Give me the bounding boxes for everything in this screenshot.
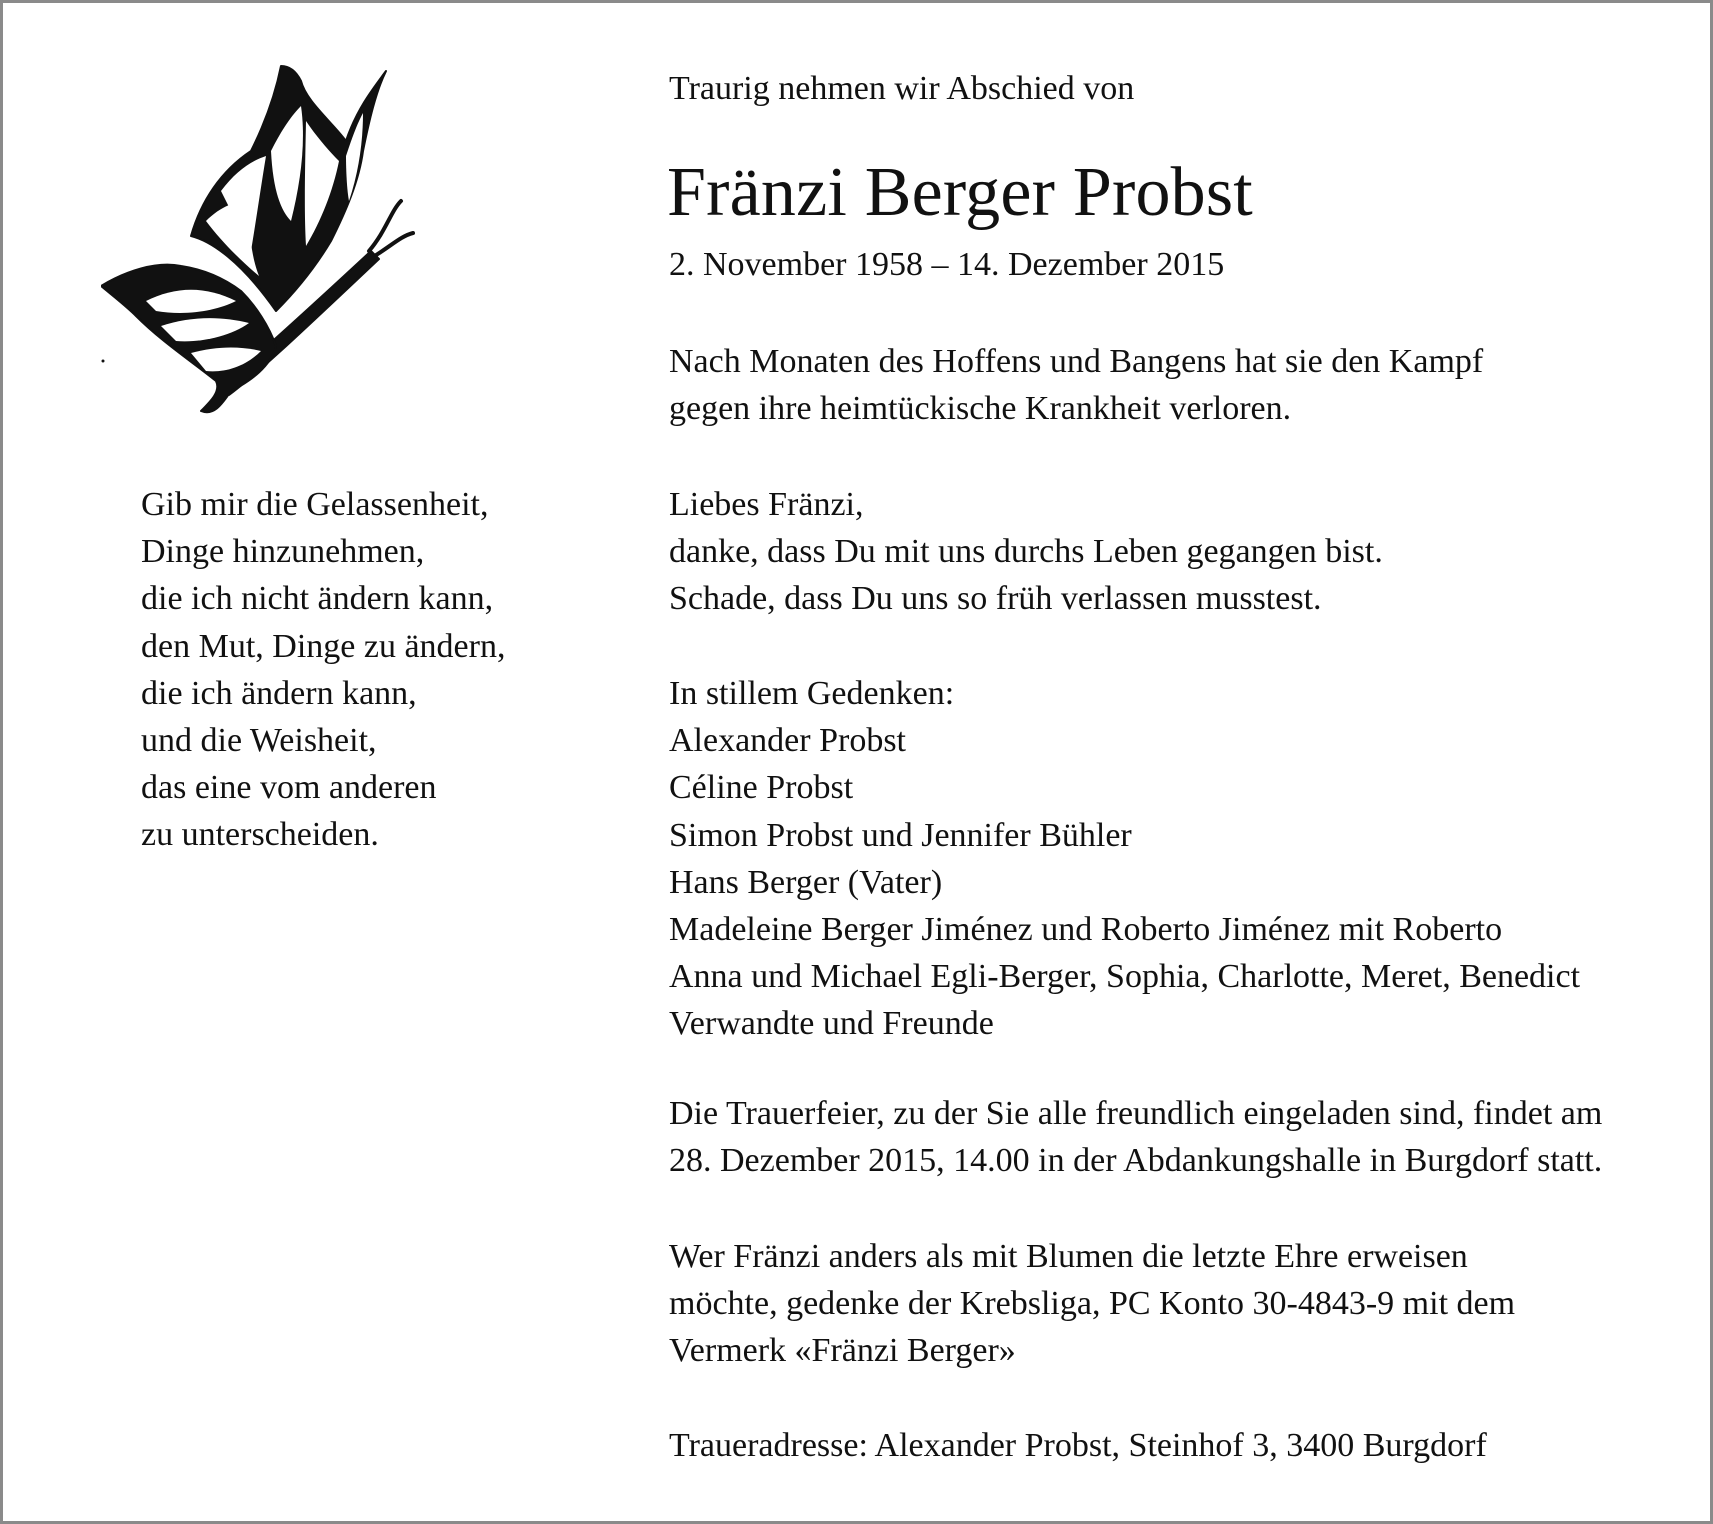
- poem-line: den Mut, Dinge zu ändern,: [141, 627, 506, 665]
- poem-line: Dinge hinzunehmen,: [141, 533, 425, 571]
- farewell-paragraph: [669, 481, 1383, 623]
- address-line: Traueradresse: Alexander Probst, Steinhof 3, 3400 Burgdorf: [669, 1427, 1487, 1464]
- mourner-entry: Madeleine Berger Jiménez und Roberto Jiménez mit Roberto: [669, 911, 1503, 949]
- butterfly-icon: [101, 61, 431, 421]
- life-dates: 2. November 1958 – 14. Dezember 2015: [669, 246, 1225, 283]
- deceased-name: Fränzi Berger Probst: [667, 154, 1253, 231]
- poem-line: die ich nicht ändern kann,: [141, 580, 494, 618]
- paragraph-line: möchte, gedenke der Krebsliga, PC Konto 30-4843-9 mit dem: [669, 1285, 1516, 1323]
- paragraph-line: Schade, dass Du uns so früh verlassen musstest.: [669, 580, 1322, 618]
- paragraph-line: danke, dass Du mit uns durchs Leben gegangen bist.: [669, 533, 1383, 571]
- paragraph-line: Nach Monaten des Hoffens und Bangens hat sie den Kampf: [669, 343, 1484, 380]
- paragraph-line: Liebes Fränzi,: [669, 486, 864, 523]
- poem-line: die ich ändern kann,: [141, 674, 417, 712]
- paragraph-line: Vermerk «Fränzi Berger»: [669, 1332, 1016, 1370]
- mourner-entry: Simon Probst und Jennifer Bühler: [669, 816, 1132, 854]
- mourners-heading: In stillem Gedenken:: [669, 675, 955, 712]
- mourner-entry: Anna und Michael Egli-Berger, Sophia, Charlotte, Meret, Benedict: [669, 958, 1581, 996]
- poem-line: das eine vom anderen: [141, 769, 437, 807]
- intro-text: Traurig nehmen wir Abschied von: [669, 70, 1135, 107]
- poem-line: zu unterscheiden.: [141, 816, 379, 854]
- mourner-entry: Céline Probst: [669, 769, 854, 807]
- funeral-service-paragraph: [669, 1090, 1602, 1184]
- paragraph-line: Wer Fränzi anders als mit Blumen die letzte Ehre erweisen: [669, 1238, 1468, 1275]
- paragraph-line: 28. Dezember 2015, 14.00 in der Abdankungshalle in Burgdorf statt.: [669, 1142, 1603, 1180]
- mourners-list: [669, 670, 1580, 1048]
- mourner-entry: Alexander Probst: [669, 722, 907, 760]
- illness-paragraph: [669, 338, 1483, 432]
- poem-line: und die Weisheit,: [141, 722, 377, 760]
- poem-line: Gib mir die Gelassenheit,: [141, 486, 489, 523]
- paragraph-line: Die Trauerfeier, zu der Sie alle freundlich eingeladen sind, findet am: [669, 1095, 1603, 1132]
- mourner-entry: Verwandte und Freunde: [669, 1005, 994, 1043]
- donation-paragraph: [669, 1233, 1515, 1375]
- serenity-poem: [141, 481, 505, 859]
- mourning-address: [669, 1422, 1487, 1469]
- paragraph-line: gegen ihre heimtückische Krankheit verloren.: [669, 390, 1292, 428]
- mourner-entry: Hans Berger (Vater): [669, 863, 943, 901]
